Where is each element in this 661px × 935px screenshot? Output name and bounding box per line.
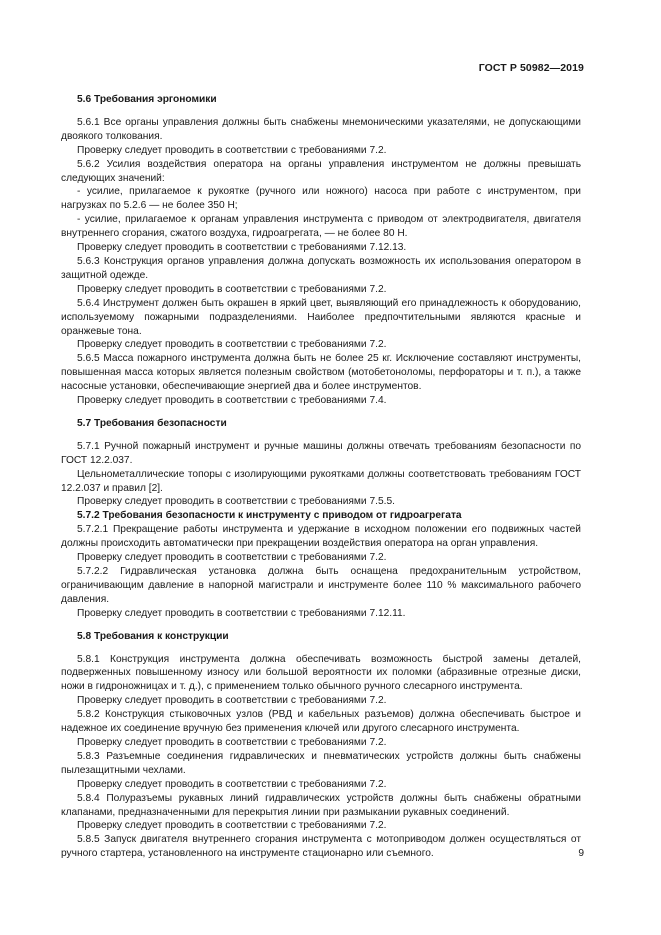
paragraph: 5.8.2 Конструкция стыковочных узлов (РВД и кабельных разъемов) должна обеспечивать быстрое и надежное их соединение вручную без применения ключей или другого слесарного инструмента. (61, 709, 581, 735)
paragraph: Проверку следует проводить в соответствии с требованиями 7.5.5. (77, 496, 395, 508)
section-heading: 5.8 Требования к конструкции (77, 630, 229, 642)
paragraph: Проверку следует проводить в соответствии с требованиями 7.12.13. (77, 242, 407, 254)
paragraph: Проверку следует проводить в соответствии с требованиями 7.2. (77, 552, 387, 564)
paragraph: 5.7.2.1 Прекращение работы инструмента и удержание в исходном положении его подвижных частей должны происходить автоматически при прекращении воздействия оператора на орган управления. (61, 524, 581, 550)
subsection-heading: 5.7.2 Требования безопасности к инструменту с приводом от гидроагрегата (77, 510, 462, 522)
paragraph: Проверку следует проводить в соответствии с требованиями 7.12.11. (77, 607, 406, 619)
paragraph: Проверку следует проводить в соответствии с требованиями 7.2. (77, 695, 387, 707)
paragraph: 5.6.5 Масса пожарного инструмента должна быть не более 25 кг. Исключение составляют инструменты, повышенная масса которых является полезным свойством (мотобетоноломы, перфораторы и т. п.), а также насосные установки, обеспечивающие энергией два и более инструментов. (61, 353, 581, 393)
paragraph: 5.6.4 Инструмент должен быть окрашен в яркий цвет, выявляющий его принадлежность к оборудованию, используемому пожарными подразделениями. Наиболее предпочтительными являются красные и оранжевые тона. (61, 297, 581, 337)
paragraph: Проверку следует проводить в соответствии с требованиями 7.2. (77, 778, 387, 790)
paragraph: - усилие, прилагаемое к рукоятке (ручного или ножного) насоса при работе с инструментом, при нагрузках по 5.2.6 — не более 350 Н; (61, 186, 581, 212)
paragraph: 5.8.4 Полуразъемы рукавных линий гидравлических устройств должны быть снабжены обратными клапанами, предназначенными для перекрытия линии при размыкании рукавных соединений. (61, 792, 581, 818)
paragraph: Проверку следует проводить в соответствии с требованиями 7.4. (77, 395, 387, 407)
paragraph: Проверку следует проводить в соответствии с требованиями 7.2. (77, 339, 387, 351)
paragraph: Проверку следует проводить в соответствии с требованиями 7.2. (77, 283, 387, 295)
paragraph: 5.7.2.2 Гидравлическая установка должна быть оснащена предохранительным устройством, ограничивающим давление в напорной магистрали и инструменте более 110 % максимального рабочего давления. (61, 566, 581, 605)
paragraph: Проверку следует проводить в соответствии с требованиями 7.2. (77, 736, 387, 748)
paragraph: - усилие, прилагаемое к органам управления инструмента с приводом от электродвигателя, двигателя внутреннего сгорания, сжатого воздуха, гидроагрегата, — не более 80 Н. (61, 214, 581, 240)
paragraph: Проверку следует проводить в соответствии с требованиями 7.2. (77, 820, 387, 832)
document-id: ГОСТ Р 50982—2019 (478, 62, 584, 74)
section-heading: 5.7 Требования безопасности (77, 417, 227, 429)
paragraph: 5.6.3 Конструкция органов управления должна допускать возможность их использования оператором в защитной одежде. (61, 255, 581, 281)
paragraph: 5.7.1 Ручной пожарный инструмент и ручные машины должны отвечать требованиям безопасности по ГОСТ 12.2.037. (61, 440, 581, 466)
section-heading: 5.6 Требования эргономики (77, 94, 217, 105)
document-body (61, 93, 581, 861)
page-number: 9 (578, 848, 584, 859)
paragraph: 5.8.5 Запуск двигателя внутреннего сгорания инструмента с мотоприводом должен осуществляться от ручного стартера, установленного на инструменте стационарно или съемного. (61, 834, 581, 860)
paragraph: 5.6.2 Усилия воздействия оператора на органы управления инструментом не должны превышать следующих значений: (61, 158, 581, 184)
paragraph: Цельнометаллические топоры с изолирующими рукоятками должны соответствовать требованиям ГОСТ 12.2.037 и правил [2]. (61, 468, 581, 494)
paragraph: 5.8.1 Конструкция инструмента должна обеспечивать возможность быстрой замены деталей, подверженных повышенному износу или большой вероятности их поломки (абразивные отрезные диски, ножи в гидроножницах и т. д.), с применением только обычного ручного слесарного инструмента. (61, 653, 581, 693)
paragraph: Проверку следует проводить в соответствии с требованиями 7.2. (77, 144, 387, 156)
paragraph: 5.8.3 Разъемные соединения гидравлических и пневматических устройств должны быть снабжены пылезащитными чехлами. (61, 750, 581, 776)
paragraph: 5.6.1 Все органы управления должны быть снабжены мнемоническими указателями, не допускающими двоякого толкования. (61, 116, 581, 142)
